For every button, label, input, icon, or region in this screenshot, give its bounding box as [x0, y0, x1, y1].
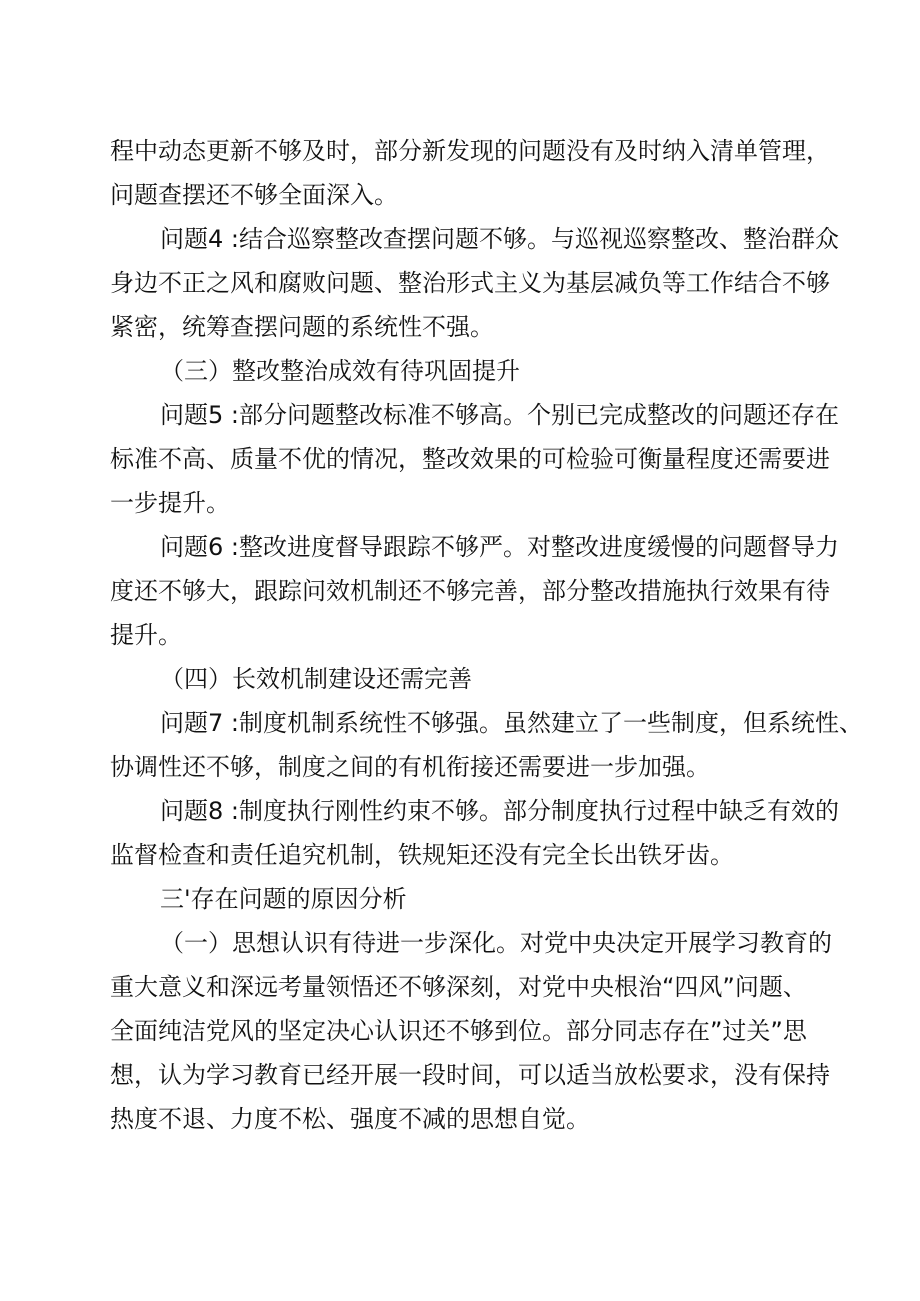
text-line-19: （一）思想认识有待进一步深化。对党中央决定开展学习教育的 — [160, 929, 832, 957]
text-line-11: 度还不够大，跟踪问效机制还不够完善，部分整改措施执行效果有待 — [110, 577, 830, 605]
text-line-12: 提升。 — [110, 621, 182, 649]
text-line-3: 问题4 :结合巡察整改查摆问题不够。与巡视巡察整改、整治群众 — [160, 225, 839, 253]
section-heading-3: （三）整改整治成效有待巩固提升 — [160, 357, 520, 385]
text-line-8: 标准不高、质量不优的情况，整改效果的可检验可衡量程度还需要进 — [110, 445, 830, 473]
text-line-1: 程中动态更新不够及时，部分新发现的问题没有及时纳入清单管理， — [110, 137, 830, 165]
section-heading-4: （四）长效机制建设还需完善 — [160, 665, 472, 693]
text-line-21: 全面纯洁党风的坚定决心认识还不够到位。部分同志存在”过关”思 — [110, 1017, 807, 1045]
text-line-2: 问题查摆还不够全面深入。 — [110, 181, 398, 209]
text-line-17: 监督检查和责任追究机制，铁规矩还没有完全长出铁牙齿。 — [110, 841, 734, 869]
text-line-16: 问题8 :制度执行刚性约束不够。部分制度执行过程中缺乏有效的 — [160, 797, 839, 825]
text-line-23: 热度不退、力度不松、强度不减的思想自觉。 — [110, 1105, 590, 1133]
text-line-14: 问题7 :制度机制系统性不够强。虽然建立了一些制度，但系统性、 — [160, 709, 863, 737]
text-line-20: 重大意义和深远考量领悟还不够深刻，对党中央根治“四风”问题、 — [110, 973, 807, 1001]
section-heading-cause-analysis: 三'存在问题的原因分析 — [160, 885, 407, 913]
text-line-10: 问题6 :整改进度督导跟踪不够严。对整改进度缓慢的问题督导力 — [160, 533, 839, 561]
text-line-4: 身边不正之风和腐败问题、整治形式主义为基层减负等工作结合不够 — [110, 269, 830, 297]
text-line-15: 协调性还不够，制度之间的有机衔接还需要进一步加强。 — [110, 753, 710, 781]
text-line-7: 问题5 :部分问题整改标准不够高。个别已完成整改的问题还存在 — [160, 401, 839, 429]
text-line-22: 想，认为学习教育已经开展一段时间，可以适当放松要求，没有保持 — [110, 1061, 830, 1089]
text-line-5: 紧密，统筹查摆问题的系统性不强。 — [110, 313, 494, 341]
text-line-9: 一步提升。 — [110, 489, 230, 517]
